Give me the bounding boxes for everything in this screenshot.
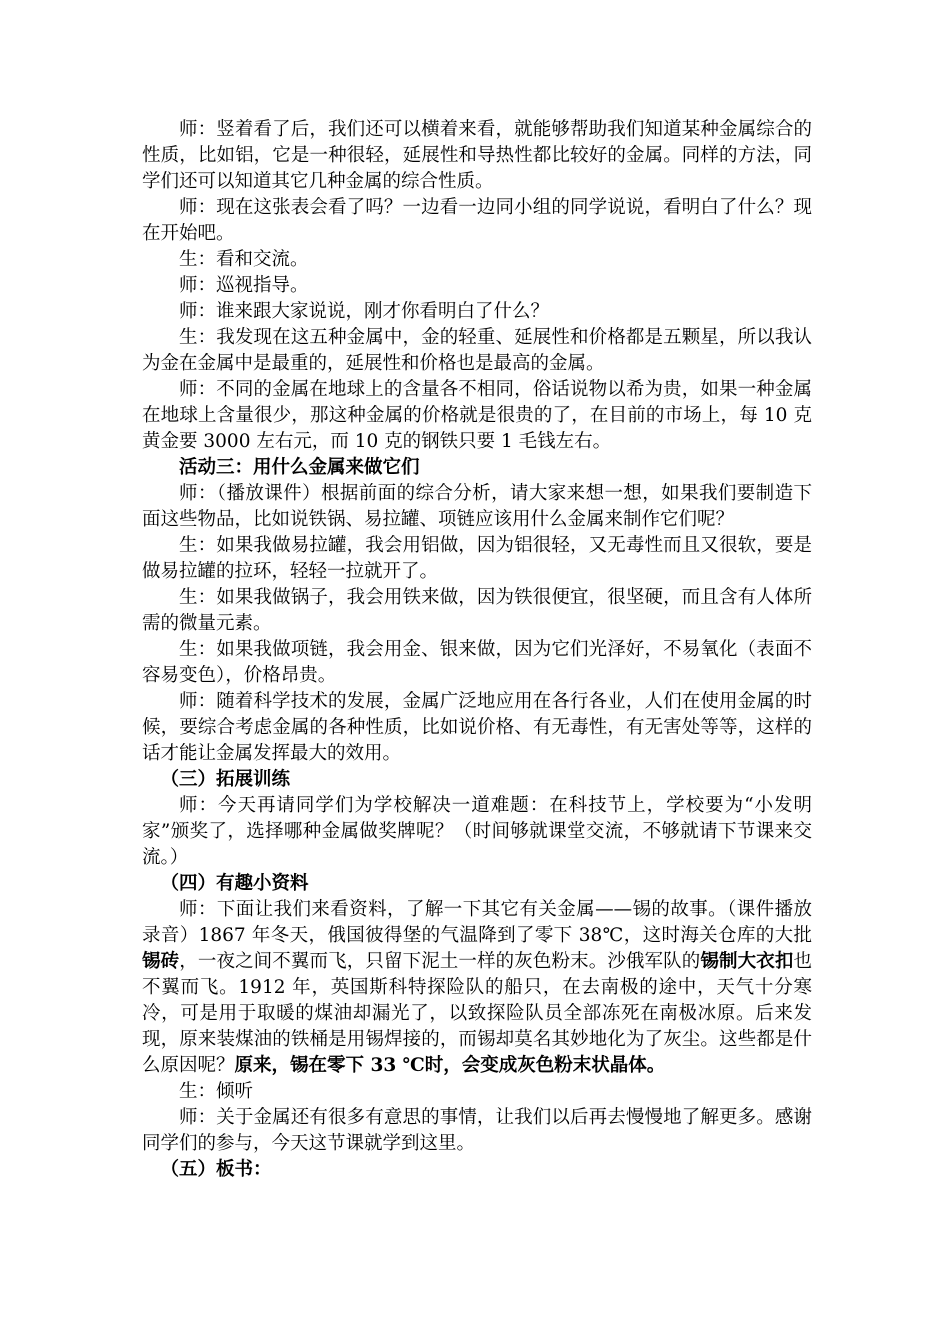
upper-paragraphs	[142, 117, 812, 897]
tin-conclusion-emphasis: 原来，锡在零下 33 ℃时，会变成灰色粉末状晶体。	[234, 1055, 666, 1076]
closing-paragraphs	[142, 1079, 812, 1183]
closing-paragraph: 师：关于金属还有很多有意思的事情，让我们以后再去慢慢地了解更多。感谢同学们的参与，今天这节课就学到这里。	[142, 1107, 812, 1154]
tin-story-paragraph	[142, 897, 812, 1079]
body-paragraph: 师：巡视指导。	[179, 275, 309, 296]
section-heading: 活动三：用什么金属来做它们	[179, 457, 420, 478]
body-paragraph: 生：看和交流。	[179, 249, 309, 270]
body-paragraph: 生：如果我做易拉罐，我会用铝做，因为铝很轻，又无毒性而且又很软，要是做易拉罐的拉环，轻轻一拉就开了。	[142, 535, 812, 582]
body-paragraph: 生：如果我做项链，我会用金、银来做，因为它们光泽好，不易氧化（表面不容易变色），价格昂贵。	[142, 639, 812, 686]
body-paragraph: 师：谁来跟大家说说，刚才你看明白了什么？	[179, 301, 550, 322]
closing-paragraph: 生：倾听	[179, 1081, 254, 1102]
tin-story-text-3: 也不翼而飞。1912 年，英国斯科特探险队的船只，在去南极的途中，天气十分寒冷，可是用于取暖的煤油却漏光了，以致探险队员全部冻死在南极冰原。后来发现，原来装煤油的铁桶是用锡焊接的，而锡却莫名其妙地化为了灰尘。这些都是什么原因呢？	[142, 951, 812, 1076]
body-paragraph: 师：（播放课件）根据前面的综合分析，请大家来想一想，如果我们要制造下面这些物品，比如说铁锅、易拉罐、项链应该用什么金属来制作它们呢？	[142, 483, 812, 530]
tin-story-text-2: ，一夜之间不翼而飞，只留下泥土一样的灰色粉末。沙俄军队的	[179, 951, 701, 972]
tin-button-emphasis: 锡制大衣扣	[700, 951, 794, 972]
tin-brick-emphasis: 锡砖	[142, 951, 180, 972]
body-paragraph: 师：竖着看了后，我们还可以横着来看，就能够帮助我们知道某种金属综合的性质，比如铝，它是一种很轻，延展性和导热性都比较好的金属。同样的方法，同学们还可以知道其它几种金属的综合性质。	[142, 119, 812, 192]
section-heading: （四）有趣小资料	[160, 873, 309, 894]
body-paragraph: 生：如果我做锅子，我会用铁来做，因为铁很便宜，很坚硬，而且含有人体所需的微量元素。	[142, 587, 812, 634]
body-paragraph: 师：不同的金属在地球上的含量各不相同，俗话说物以希为贵，如果一种金属在地球上含量很少，那这种金属的价格就是很贵的了，在目前的市场上，每 10 克黄金要 3000 左右元，而 10 克的钢铁只要 1 毛钱左右。	[142, 379, 812, 452]
body-paragraph: 师：现在这张表会看了吗？一边看一边同小组的同学说说，看明白了什么？现在开始吧。	[142, 197, 812, 244]
section-heading: （三）拓展训练	[160, 769, 291, 790]
tin-story-text-1: 师：下面让我们来看资料，了解一下其它有关金属——锡的故事。（课件播放录音）1867 年冬天，俄国彼得堡的气温降到了零下 38℃，这时海关仓库的大批	[142, 899, 812, 946]
body-paragraph: 师：随着科学技术的发展，金属广泛地应用在各行各业，人们在使用金属的时候，要综合考虑金属的各种性质，比如说价格、有无毒性，有无害处等等，这样的话才能让金属发挥最大的效用。	[142, 691, 812, 764]
section-heading: （五）板书：	[160, 1159, 272, 1180]
document-page	[142, 117, 812, 1183]
body-paragraph: 生：我发现在这五种金属中，金的轻重、延展性和价格都是五颗星，所以我认为金在金属中是最重的，延展性和价格也是最高的金属。	[142, 327, 812, 374]
body-paragraph: 师：今天再请同学们为学校解决一道难题：在科技节上，学校要为“小发明家”颁奖了，选择哪种金属做奖牌呢？（时间够就课堂交流，不够就请下节课来交流。）	[142, 795, 812, 868]
